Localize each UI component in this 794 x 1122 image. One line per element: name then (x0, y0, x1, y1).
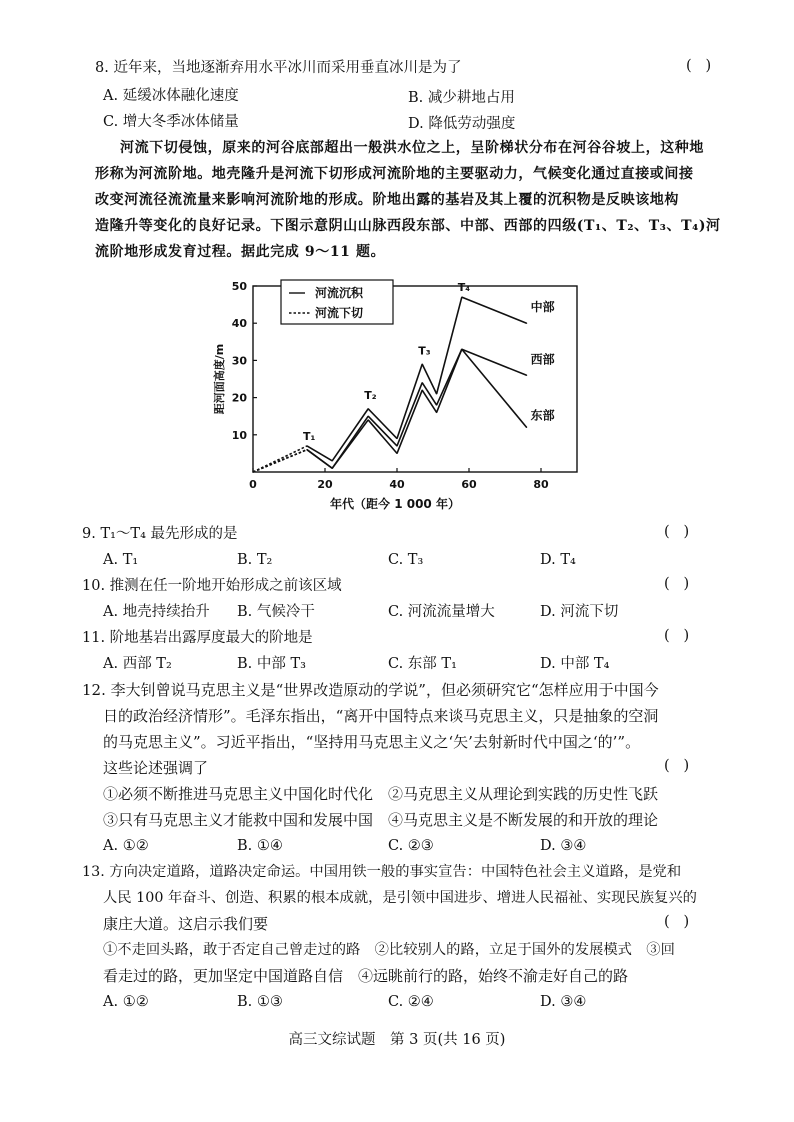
q13-statements-1: ①不走回头路，敢于否定自己曾走过的路 ②比较别人的路，立足于国外的发展模式 ③回 (103, 942, 675, 958)
q9-option-a: A. T₁ (103, 552, 139, 568)
series-point (436, 393, 437, 394)
series-segment (462, 349, 527, 427)
series-point (368, 408, 369, 409)
q13-option-b: B. ①③ (237, 994, 283, 1010)
x-tick-label: 20 (317, 478, 333, 491)
series-point (422, 390, 423, 391)
x-axis-label: 年代（距今 1 000 年） (330, 497, 460, 511)
terrace-label: T₂ (364, 389, 377, 403)
series-point (461, 297, 462, 298)
passage-line-5: 流阶地形成发育过程。据此完成 9～11 题。 (95, 244, 386, 260)
series-point (422, 382, 423, 383)
passage-line-2: 形称为河流阶地。地壳隆升是河流下切形成河流阶地的主要驱动力，气候变化通过直接或间接 (95, 166, 694, 182)
q13-line-1: 13. 方向决定道路，道路决定命运。中国用铁一般的事实宣告：中国特色社会主义道路，是党和 (82, 864, 682, 880)
series-segment (397, 383, 422, 446)
series-东部 (252, 349, 527, 473)
q11-answer-paren: ( ) (664, 628, 690, 644)
q13-answer-paren: ( ) (664, 914, 690, 930)
q12-statements-1: ①必须不断推进马克思主义中国化时代化 ②马克思主义从理论到实践的历史性飞跃 (103, 785, 659, 803)
x-tick-label: 40 (389, 478, 405, 491)
series-segment (368, 416, 397, 446)
series-point (332, 468, 333, 469)
passage-line-4: 造隆升等变化的良好记录。下图示意阴山山脉西段东部、中部、西部的四级(T₁、T₂、T₃、T₄)河 (95, 218, 721, 234)
q11-option-d: D. 中部 T₄ (540, 656, 610, 672)
q12-line-2: 日的政治经济情形”。毛泽东指出，“离开中国特点来谈马克思主义，只是抽象的空洞 (103, 707, 659, 725)
series-segment (253, 446, 307, 472)
series-point (461, 349, 462, 350)
x-tick-label: 80 (533, 478, 549, 491)
terrace-label: T₄ (457, 281, 471, 295)
series-segment (462, 349, 527, 375)
terrace-label: T₁ (303, 429, 316, 443)
q8-option-b: B. 减少耕地占用 (408, 90, 515, 106)
q11-option-b: B. 中部 T₃ (237, 656, 306, 672)
series-label: 西部 (530, 352, 555, 367)
series-segment (462, 297, 527, 323)
series-label: 东部 (530, 408, 555, 423)
series-segment (368, 409, 397, 439)
q10-option-a: A. 地壳持续抬升 (103, 604, 210, 620)
series-point (526, 375, 527, 376)
terrace-label: T₃ (418, 344, 431, 358)
series-point (436, 412, 437, 413)
passage-line-3: 改变河流径流流量来影响河流阶地的形成。阶地出露的基岩及其上覆的沉积物是反映该地构 (95, 192, 679, 208)
q12-line-1: 12. 李大钊曾说马克思主义是“世界改造原动的学说”，但必须研究它“怎样应用于中国今 (82, 681, 659, 699)
q8-stem: 8. 近年来，当地逐渐弃用水平冰川而采用垂直冰川是为了 (95, 60, 462, 76)
q11-stem: 11. 阶地基岩出露厚度最大的阶地是 (82, 630, 313, 646)
y-tick-label: 20 (231, 391, 247, 405)
series-point (396, 445, 397, 446)
y-tick-label: 30 (231, 354, 247, 368)
series-point (526, 427, 527, 428)
q10-stem: 10. 推测在任一阶地开始形成之前该区域 (82, 578, 342, 594)
q13-option-c: C. ②④ (388, 994, 434, 1010)
series-point (526, 323, 527, 324)
q13-option-a: A. ①② (103, 994, 149, 1010)
q9-stem: 9. T₁～T₄ 最先形成的是 (82, 526, 238, 542)
series-segment (422, 364, 436, 394)
q12-line-4: 这些论述强调了 (103, 759, 209, 777)
q12-option-c: C. ②③ (388, 838, 434, 854)
series-point (396, 453, 397, 454)
q8-option-a: A. 延缓冰体融化速度 (103, 88, 239, 104)
y-tick-label: 10 (231, 428, 247, 442)
q9-option-c: C. T₃ (388, 552, 424, 568)
legend-label-incision: 河流下切 (315, 306, 364, 320)
x-tick-label: 60 (461, 478, 477, 491)
series-point (422, 364, 423, 365)
y-tick-label: 50 (231, 280, 247, 293)
series-point (306, 449, 307, 450)
q11-option-c: C. 东部 T₁ (388, 656, 457, 672)
q12-option-d: D. ③④ (540, 838, 587, 854)
legend-label-deposit: 河流沉积 (315, 286, 364, 300)
series-segment (368, 420, 397, 453)
q10-option-d: D. 河流下切 (540, 604, 619, 620)
series-point (436, 404, 437, 405)
series-segment (332, 409, 368, 461)
q9-option-d: D. T₄ (540, 552, 576, 568)
series-point (368, 416, 369, 417)
q10-option-b: B. 气候冷干 (237, 604, 315, 620)
series-segment (332, 420, 368, 468)
series-label: 中部 (530, 300, 555, 315)
q13-option-d: D. ③④ (540, 994, 587, 1010)
series-segment (253, 450, 307, 472)
passage-line-1: 河流下切侵蚀，原来的河谷底部超出一般洪水位之上，呈阶梯状分布在河谷谷坡上，这种地 (120, 140, 704, 156)
q12-option-b: B. ①④ (237, 838, 283, 854)
x-tick-label: 0 (249, 478, 257, 491)
q12-answer-paren: ( ) (664, 758, 690, 774)
series-point (368, 419, 369, 420)
q12-statements-2: ③只有马克思主义才能救中国和发展中国 ④马克思主义是不断发展的和开放的理论 (103, 811, 659, 829)
q13-statements-2: 看走过的路，更加坚定中国道路自信 ④远眺前行的路，始终不渝走好自己的路 (103, 967, 629, 985)
q9-answer-paren: ( ) (664, 524, 690, 540)
q8-answer-paren: ( ) (686, 58, 712, 74)
page-footer: 高三文综试题 第 3 页(共 16 页) (288, 1032, 506, 1048)
y-tick-label: 40 (231, 317, 247, 331)
terrace-chart (205, 278, 585, 520)
series-point (332, 460, 333, 461)
q10-option-c: C. 河流流量增大 (388, 604, 495, 620)
q9-option-b: B. T₂ (237, 552, 273, 568)
q8-option-c: C. 增大冬季冰体储量 (103, 114, 239, 130)
q8-option-d: D. 降低劳动强度 (408, 116, 516, 132)
q11-option-a: A. 西部 T₂ (103, 656, 172, 672)
q10-answer-paren: ( ) (664, 576, 690, 592)
q12-option-a: A. ①② (103, 838, 149, 854)
y-axis-label: 距河面高度/m (213, 343, 226, 415)
series-point (252, 471, 253, 472)
q13-line-3: 康庄大道。这启示我们要 (103, 915, 269, 933)
q13-line-2: 人民 100 年奋斗、创造、积累的根本成就，是引领中国进步、增进人民福祉、实现民族复兴的 (103, 890, 697, 906)
q12-line-3: 的马克思主义”。习近平指出，“坚持用马克思主义之‘矢’去射新时代中国之‘的’”。 (103, 733, 641, 751)
series-西部 (252, 349, 527, 473)
series-point (306, 445, 307, 446)
series-point (396, 438, 397, 439)
